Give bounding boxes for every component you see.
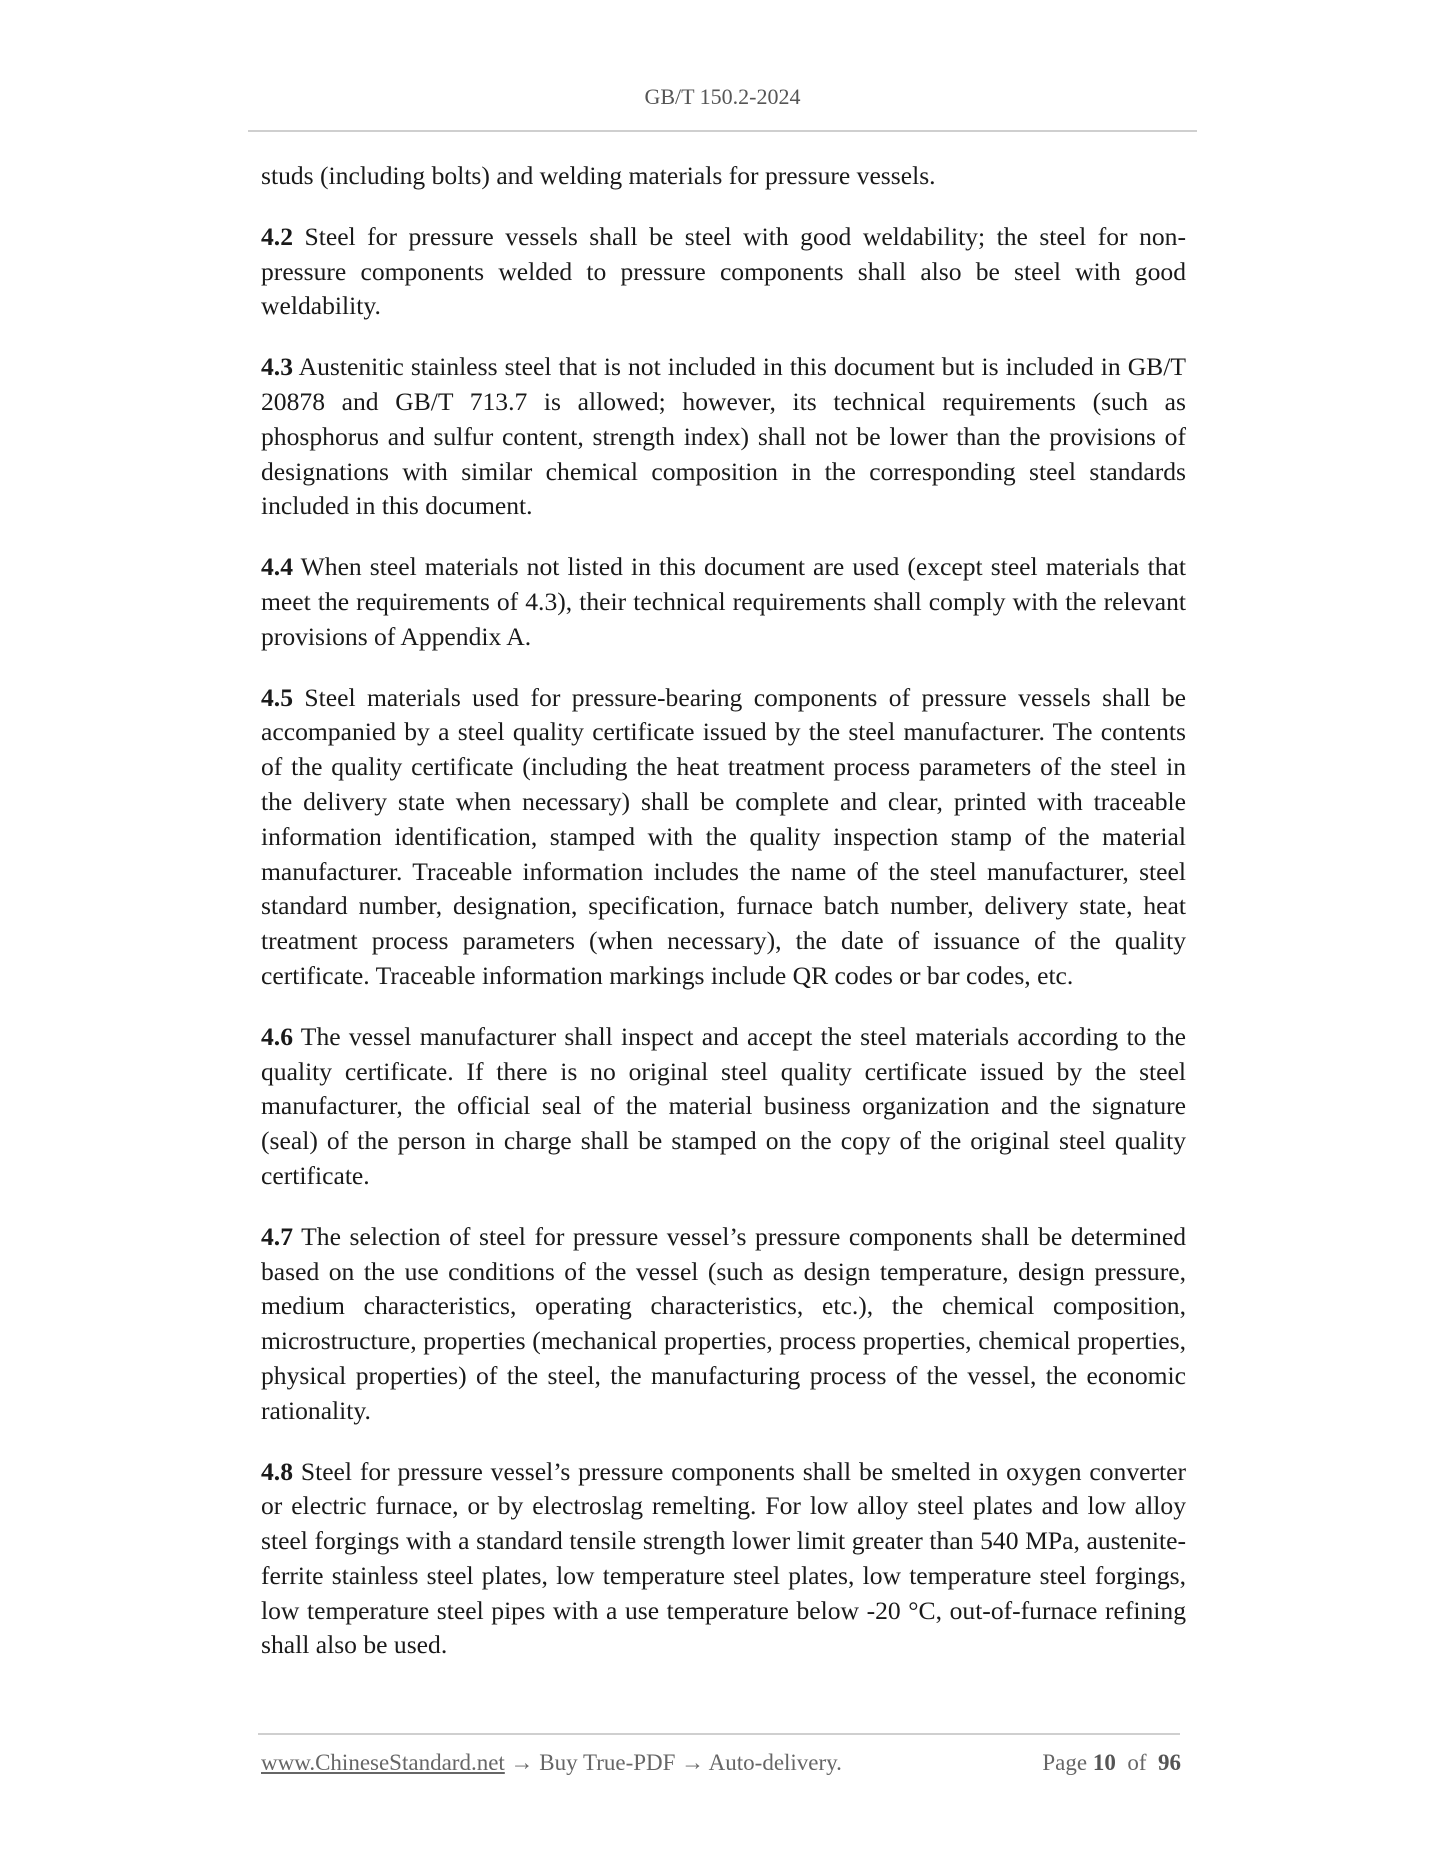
clause-text: The selection of steel for pressure vessel’s pressure components shall be determined based on the use conditions of the vessel (such as design temperature, design pressure, medium characteristics, operating characteristics, etc.), the chemical composition, microstructure, properties (mechanical properties, process properties, chemical properties, physical properties) of the steel, the manufacturing process of the vessel, the economic rationality. [261,1221,1186,1425]
footer-divider [258,1733,1180,1735]
clause-4-2 [261,220,1186,324]
clause-number: 4.6 [261,1021,293,1051]
clause-text: Steel for pressure vessel’s pressure components shall be smelted in oxygen converter or electric furnace, or by electroslag remelting. For low alloy steel plates and low alloy steel forgings with a standard tensile strength lower limit greater than 540 MPa, austenite-ferrite stainless steel plates, low temperature steel plates, low temperature steel forgings, low temperature steel pipes with a use temperature below -20 °C, out-of-furnace refining shall also be used. [261,1456,1186,1660]
clause-4-7 [261,1220,1186,1429]
clause-4-4 [261,550,1186,654]
header-document-id: GB/T 150.2-2024 [644,84,801,109]
footer [261,1750,1181,1776]
promo-text: → Buy True-PDF → Auto-delivery. [504,1750,842,1775]
page-current: 10 [1092,1750,1116,1775]
clause-text: Austenitic stainless steel that is not included in this document but is included in GB/T 20878 and GB/T 713.7 is allowed; however, its technical requirements (such as phosphorus and sulfur content, strength index) shall not be lower than the provisions of designations with similar chemical composition in the corresponding steel standards included in this document. [261,352,1186,521]
clause-number: 4.2 [261,221,293,251]
clause-number: 4.3 [261,352,293,382]
clause-4-8 [261,1455,1186,1664]
page-number [1042,1750,1181,1776]
site-link[interactable]: www.ChineseStandard.net [261,1750,505,1775]
clause-text: Steel materials used for pressure-bearing components of pressure vessels shall be accompanied by a steel quality certificate issued by the steel manufacturer. The contents of the quality certificate (including the heat treatment process parameters of the steel in the delivery state when necessary) shall be complete and clear, printed with traceable information identification, stamped with the quality inspection stamp of the material manufacturer. Traceable information includes the name of the steel manufacturer, steel standard number, designation, specification, furnace batch number, delivery state, heat treatment process parameters (when necessary), the date of issuance of the quality certificate. Traceable information markings include QR codes or bar codes, etc. [261,682,1186,990]
clause-4-6 [261,1020,1186,1194]
header-divider [248,130,1197,132]
clause-number: 4.5 [261,682,293,712]
clause-number: 4.8 [261,1456,293,1486]
clause-text: Steel for pressure vessels shall be steel with good weldability; the steel for non-pressure components welded to pressure components shall also be steel with good weldability. [261,221,1186,321]
document-body [261,159,1186,1689]
clause-4-5 [261,681,1186,994]
clause-text: The vessel manufacturer shall inspect and accept the steel materials according to the quality certificate. If there is no original steel quality certificate issued by the steel manufacturer, the official seal of the material business organization and the signature (seal) of the person in charge shall be stamped on the copy of the original steel quality certificate. [261,1021,1186,1190]
clause-text: When steel materials not listed in this document are used (except steel materials that meet the requirements of 4.3), their technical requirements shall comply with the relevant provisions of Appendix A. [261,552,1186,651]
footer-promo [261,1750,842,1776]
clause-number: 4.4 [261,552,293,582]
page-total: 96 [1158,1750,1181,1775]
paragraph-continuation [261,159,1186,194]
clause-4-3 [261,350,1186,524]
page-label: Page [1042,1750,1088,1775]
paragraph-text: studs (including bolts) and welding materials for pressure vessels. [261,161,936,190]
clause-number: 4.7 [261,1221,293,1251]
page-of: of [1127,1750,1147,1775]
